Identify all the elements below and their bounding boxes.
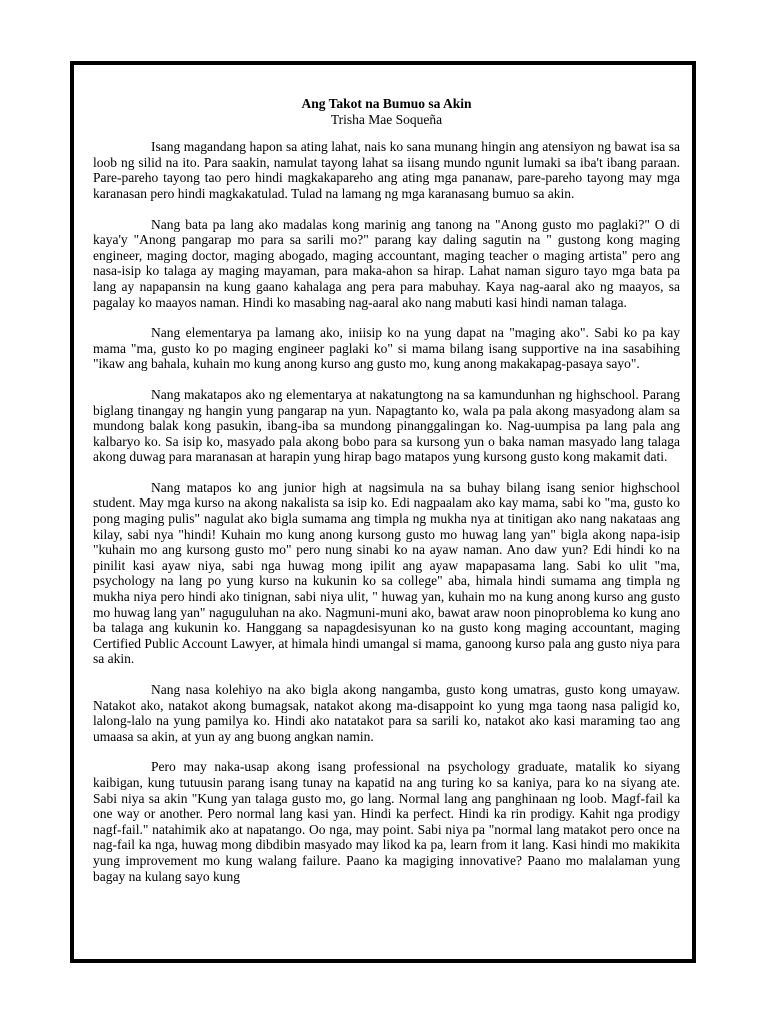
- paragraph-4: Nang makatapos ako ng elementarya at nakatungtong na sa kamundunhan ng highschool. Parang biglang tinangay ng hangin yung pangarap na yun. Napagtanto ko, wala pa pala akong masyadong alam sa mundong balak kong pasukin, ibang-iba sa mundong pinanggalingan ko. Nag-uumpisa pa lang pala ang kalbaryo ko. Sa isip ko, masyado pala akong bobo para sa kursong yun o baka naman masyado lang talaga akong duwag para maranasan at harapin yung hirap bago matapos yung kursong gusto kong makamit dati.: [93, 386, 680, 465]
- document-author: Trisha Mae Soqueña: [330, 111, 443, 127]
- document-title: Ang Takot na Bumuo sa Akin: [301, 96, 472, 111]
- paragraph-5: Nang matapos ko ang junior high at nagsimula na sa buhay bilang isang senior highschool student. May mga kurso na akong nakalista sa isip ko. Edi nagpaalam ako kay mama, sabi ko "ma, gusto ko pong maging pulis" nagulat ako bigla sumama ang timpla ng mukha nya at tinitigan ako nang nakataas ang kilay, sabi nya "hindi! Kuhain mo kung anong kursong gusto mo huwag lang yan" bigla akong napa-isip "kuhain mo ang kursong gusto mo" pero nung sinabi ko na ayaw naman. Ano daw yun? Edi hindi ko na pinilit kasi ayaw niya, sabi nga huwag mong ipilit ang ayaw mapapasama lang. Sabi ko ulit "ma, psychology na lang po yung kurso na kukunin ko sa college" aba, himala hindi sumama ang timpla ng mukha niya pero hindi ako tinignan, sabi niya ulit, " huwag yan, kuhain mo na kung anong kurso ang gusto mo huwag lang yan" naguguluhan na ako. Nagmuni-muni ako, bawat araw noon pinoproblema ko kung ano ba talaga ang kukunin ko. Hanggang sa napagdesisyunan ko na gusto kong maging accountant, maging Certified Public Account Lawyer, at himala hindi umangal si mama, ganoong kurso pala ang gusto niya para sa akin.: [93, 479, 680, 667]
- paragraph-6: Nang nasa kolehiyo na ako bigla akong nangamba, gusto kong umatras, gusto kong umayaw. Natakot ako, natakot akong bumagsak, natakot akong ma-disappoint ko yung mga taong nasa paligid ko, lalong-lalo na yung pamilya ko. Hindi ako natatakot para sa sarili ko, natakot ako kasi maraming tao ang umaasa sa akin, at yun ay ang buong angkan namin.: [93, 682, 680, 744]
- paragraph-7: Pero may naka-usap akong isang professional na psychology graduate, matalik ko siyang kaibigan, kung tutuusin parang isang tunay na kapatid na ang turing ko sa kaniya, para ko na siyang ate. Sabi niya sa akin "Kung yan talaga gusto mo, go lang. Normal lang ang panghinaan ng loob. Magf-fail ka one way or another. Pero normal lang kasi yan. Hindi ka perfect. Hindi ka rin prodigy. Kahit nga prodigy nagf-fail." natahimik ako at napatango. Oo nga, may point. Sabi niya pa "normal lang matakot pero once na nag-fail ka nga, huwag mong dibdibin masyado may likod ka pa, learn from it lang. Kasi hindi mo makikita yung improvement mo kung walang failure. Paano ka magiging innovative? Paano mo malalaman yung bagay na kulang sayo kung: [93, 759, 680, 884]
- document-body: [93, 96, 680, 884]
- paragraph-3: Nang elementarya pa lamang ako, iniisip ko na yung dapat na "maging ako". Sabi ko pa kay mama "ma, gusto ko po maging engineer paglaki ko" si mama bilang isang supportive na ina sasabihing "ikaw ang bahala, kuhain mo kung anong kurso ang gusto mo, kung anong makakapag-pasaya sayo".: [93, 325, 680, 372]
- paragraph-2: Nang bata pa lang ako madalas kong marinig ang tanong na "Anong gusto mo paglaki?" O di kaya'y "Anong pangarap mo para sa sarili mo?" parang kay daling sagutin na " gustong kong maging engineer, maging doctor, maging abogado, maging accountant, maging teacher o maging artista" pero ang nasa-isip ko talaga ay maging mayaman, para maka-ahon sa hirap. Lahat naman siguro tayo mga bata pa lang ay napapansin na kung gaano kahalaga ang pera para mabuhay. Kaya nag-aaral ako ng maayos, sa pagalay ko maayos naman. Hindi ko masabing nag-aaral ako nang mabuti kasi hindi naman talaga.: [93, 216, 680, 310]
- page-frame: [70, 61, 696, 963]
- paragraph-1: Isang magandang hapon sa ating lahat, nais ko sana munang hingin ang atensiyon ng bawat isa sa loob ng silid na ito. Para saakin, namulat tayong lahat sa iisang mundo ngunit lumaki sa iba't ibang paraan. Pare-pareho tayong tao pero hindi magkakapareho ang ating mga pananaw, pare-pareho tayong may mga karanasan pero hindi magkakatulad. Tulad na lamang ng mga karanasang bumuo sa akin.: [93, 139, 680, 201]
